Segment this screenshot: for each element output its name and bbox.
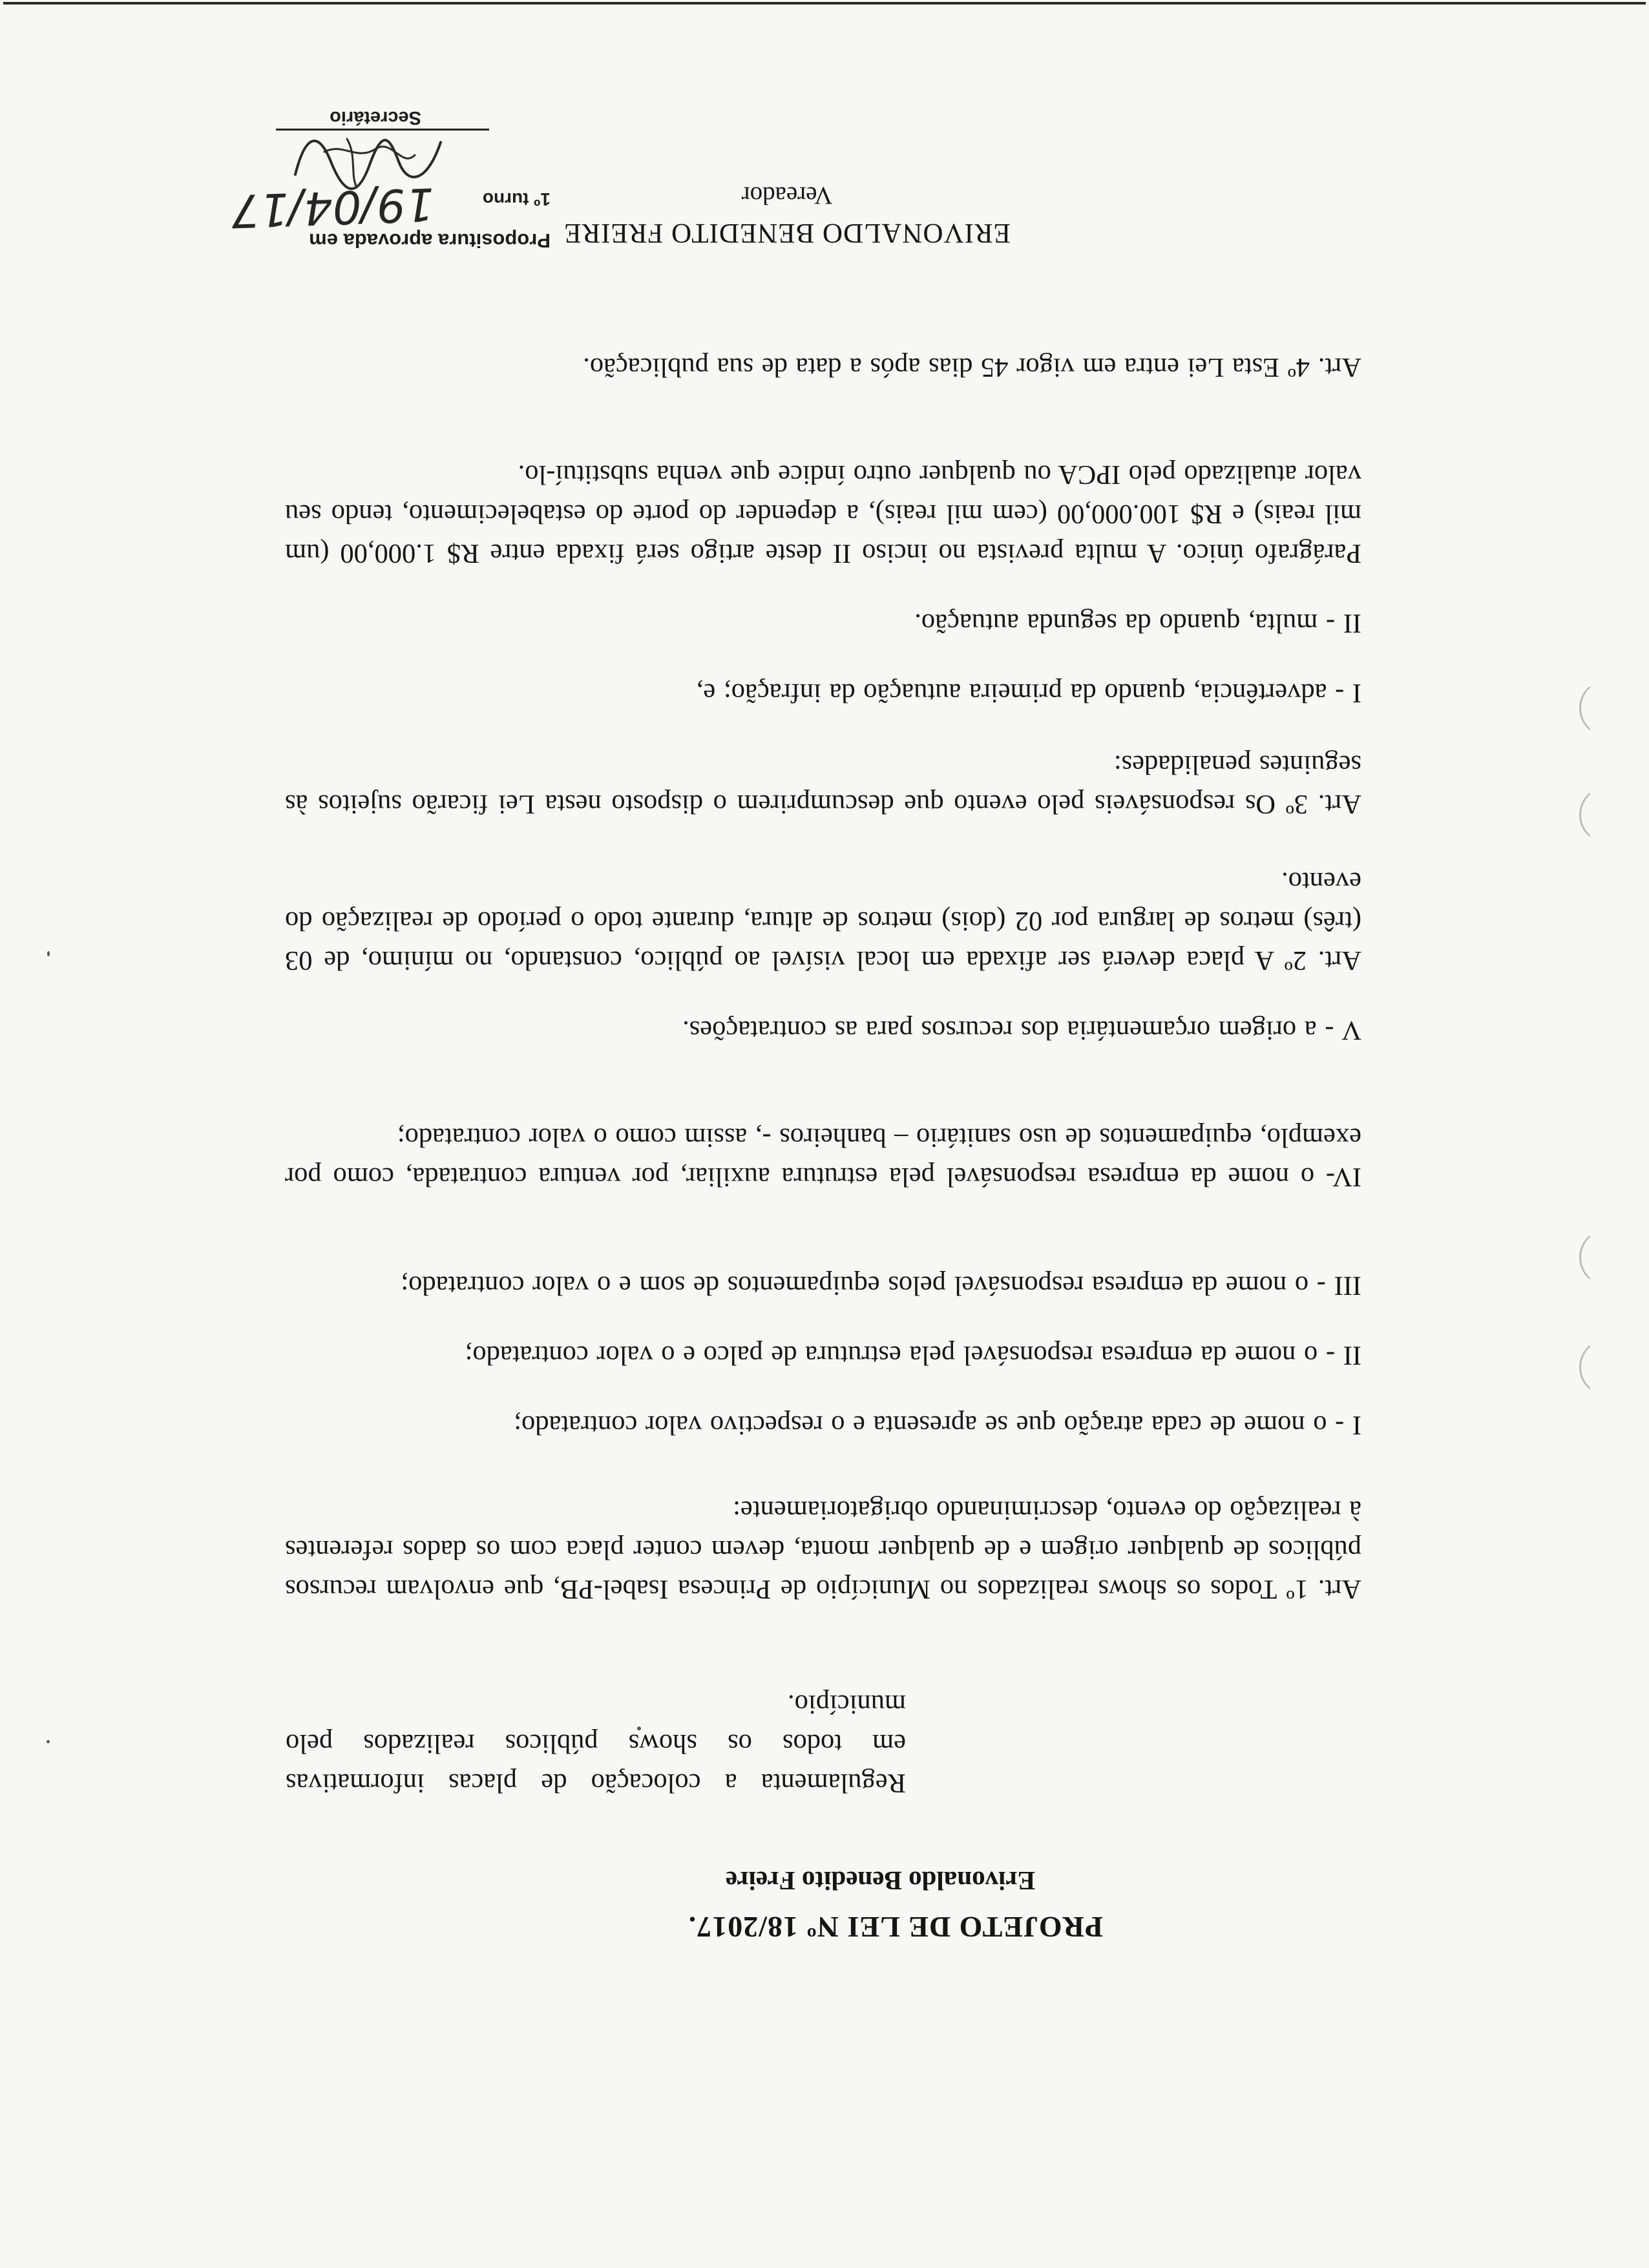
approval-stamp bbox=[230, 97, 551, 252]
handwritten-signature bbox=[286, 123, 454, 200]
article-3-item: II - multa, quando da segunda autuação. bbox=[914, 608, 1361, 638]
punch-holes bbox=[1559, 0, 1649, 2268]
article-4: Art. 4º Esta Lei entra em vigor 45 dias após a data de sua publicação. bbox=[583, 352, 1361, 383]
stamp-handwritten-date: 19/04/17 bbox=[230, 177, 436, 238]
scan-speck bbox=[47, 1740, 50, 1743]
bill-title: PROJETO DE LEI Nº 18/2017. bbox=[688, 1911, 1103, 1944]
stamp-turno: 1º turno bbox=[482, 189, 551, 209]
article-3-item: I - advertência, quando da primeira autuação da infração; e, bbox=[696, 678, 1361, 708]
punch-hole-shadow bbox=[1579, 1229, 1636, 1286]
stamp-signature-line bbox=[276, 129, 489, 131]
article-1-item: I - o nome de cada atração que se apresenta e o respectivo valor contratado; bbox=[514, 1410, 1361, 1440]
punch-hole-shadow bbox=[1579, 786, 1636, 843]
article-2: Art. 2º A placa deverá ser afixada em local visível ao público, constando, no mínimo, de 03 (três) metros de largura por 02 (dois) metros de altura, durante todo o período de realização do evento. bbox=[285, 866, 1361, 976]
article-1: Art. 1º Todos os shows realizados no Município de Princesa Isabel-PB, que envolvam recursos públicos de qualquer origem e de qualquer monta, devem conter placa com os dados referentes à realização do evento, descriminando obrigatoriamente: bbox=[285, 1495, 1361, 1604]
signatory-name: ERIVONALDO BENEDITO FREIRE bbox=[563, 218, 1011, 248]
stamp-role: Secretário bbox=[330, 107, 421, 128]
stamp-heading: Propositura aprovada em bbox=[309, 229, 551, 252]
article-3: Art. 3º Os responsáveis pelo evento que descumprirem o disposto nesta Lei ficarão sujeitos às seguintes penalidades: bbox=[285, 750, 1361, 819]
top-edge-line bbox=[3, 2, 1646, 5]
article-1-item: II - o nome da empresa responsável pela estrutura de palco e o valor contratado; bbox=[465, 1340, 1361, 1370]
punch-hole-shadow bbox=[1579, 1339, 1636, 1396]
bill-author: Erivonaldo Benedito Freire bbox=[725, 1866, 1035, 1896]
scan-speck bbox=[47, 951, 50, 956]
signatory-role: Vereador bbox=[741, 182, 833, 209]
article-1-item: V - a origem orçamentária dos recursos para as contratações. bbox=[682, 1015, 1361, 1045]
article-1-item: IV- o nome da empresa responsável pela estrutura auxiliar, por ventura contratada, como por exemplo, equipamentos de uso sanitário – banheiros -, assim como o valor contratado; bbox=[285, 1122, 1361, 1192]
sole-paragraph: Parágrafo único. A multa prevista no inciso II deste artigo será fixada entre R$ 1.000,00 (um mil reais) e R$ 100.000,00 (cem mil reais), a depender do porte do estabelecimento, tendo seu valor atualizado pelo IPCA ou qualquer outro índice que venha substituí-lo. bbox=[285, 459, 1361, 569]
bill-summary: Regulamenta a colocação de placas informativas em todos os shows públicos realizados pelo município. bbox=[286, 1689, 906, 1798]
article-1-item: III - o nome da empresa responsável pelos equipamentos de som e o valor contratado; bbox=[401, 1270, 1361, 1301]
punch-hole-shadow bbox=[1579, 680, 1636, 737]
